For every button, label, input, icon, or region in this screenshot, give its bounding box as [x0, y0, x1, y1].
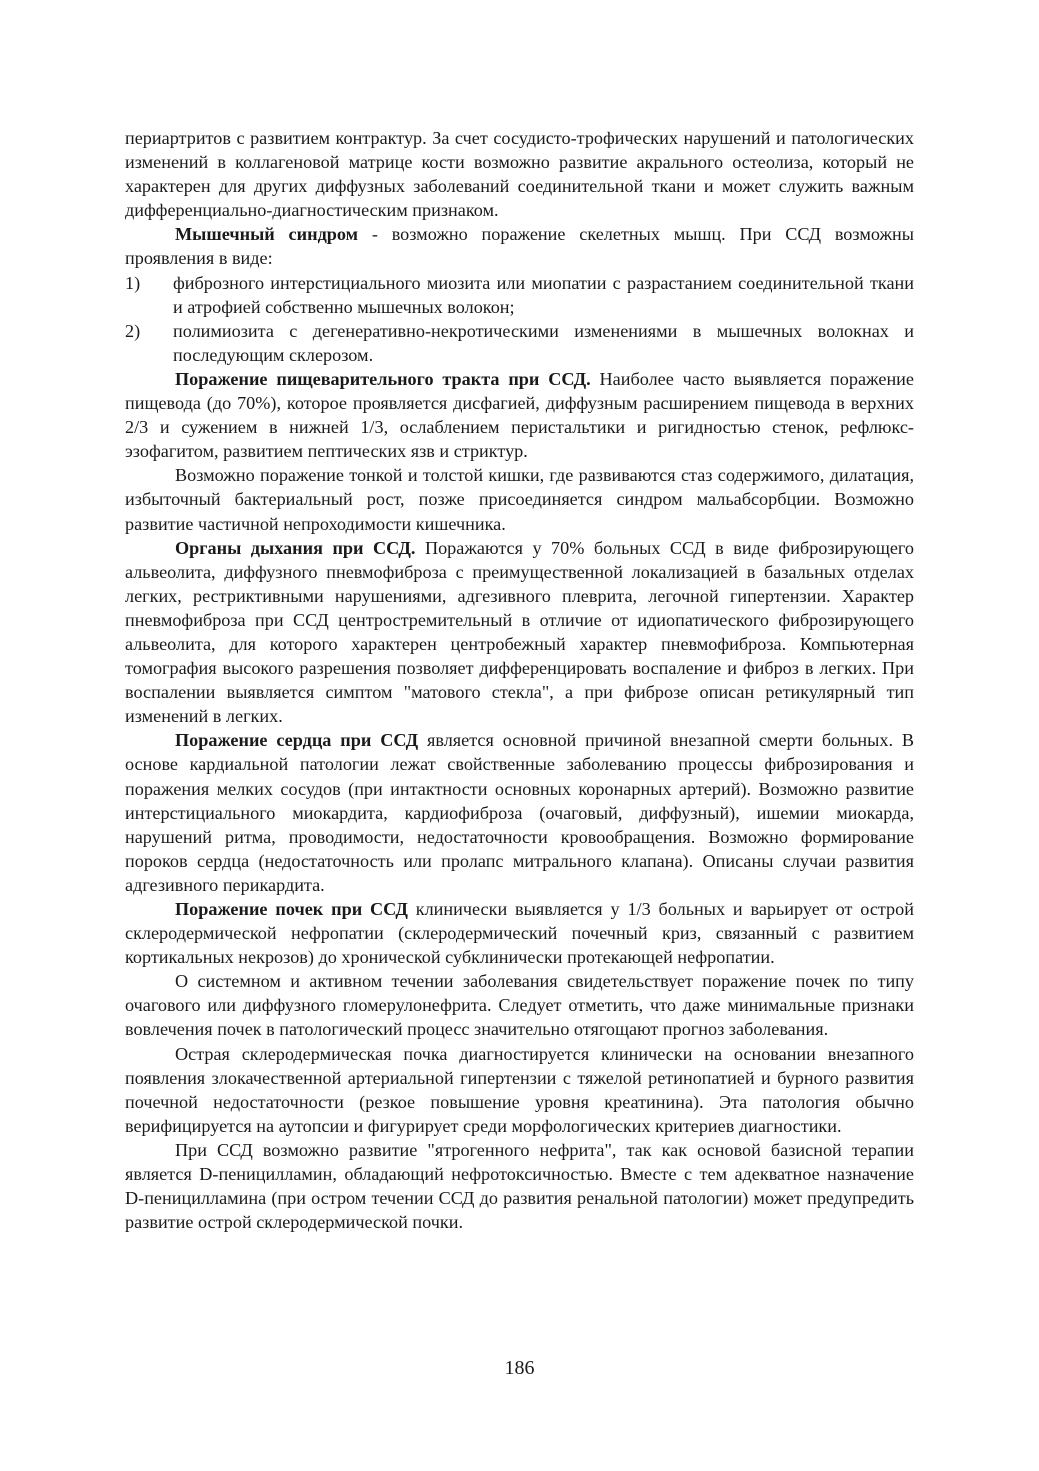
list-number: 2) [125, 320, 141, 341]
paragraph-text: - возможно поражение скелетных мышц. При ССД возможны проявления в виде: [125, 224, 914, 269]
paragraph-muscle-syndrome [125, 222, 914, 270]
paragraph-heading: Поражение почек при ССД [175, 899, 408, 919]
paragraph-respiratory [125, 536, 914, 729]
paragraph-text: периартритов с развитием контрактур. За счет сосудисто-трофических нарушений и патологических изменений в коллагеновой матрице кости возможно развитие акрального остеолиза, который не характерен для других диффузных заболеваний соединительной ткани и может служить важным дифференциально-диагностическим признаком. [125, 128, 914, 221]
paragraph-text: клинически выявляется у 1/3 больных и варьирует от острой склеродермической нефропатии (склеродермический почечный криз, связанный с развитием кортикальных некрозов) до хронической субклинически протекающей нефропатии. [125, 899, 914, 968]
list-text: фиброзного интерстициального миозита или миопатии с разрастанием соединительной ткани и атрофией собственно мышечных волокон; [173, 272, 914, 317]
list-number: 1) [125, 272, 141, 293]
paragraph-heading: Поражение сердца при ССД [175, 730, 419, 751]
paragraph-heart [125, 728, 914, 897]
paragraph-text: Наиболее часто выявляется поражение пищевода (до 70%), которое проявляется дисфагией, диффузным расширением пищевода в верхних 2/3 и сужением в нижней 1/3, ослаблением перистальтики и ригидностью стенок, рефлюкс-эзофагитом, развитием пептических язв и стриктур. [125, 368, 914, 462]
paragraph-text: Возможно поражение тонкой и толстой кишки, где развиваются стаз содержимого, дилатация, избыточный бактериальный рост, позже присоединяется синдром мальабсорбции. Возможно развитие частичной непроходимости кишечника. [125, 465, 914, 534]
paragraph-text: О системном и активном течении заболевания свидетельствует поражение почек по типу очагового или диффузного гломерулонефрита. Следует отметить, что даже минимальные признаки вовлечения почек в патологический процесс значительно отягощают прогноз заболевания. [125, 971, 914, 1040]
paragraph-text: Острая склеродермическая почка диагностируется клинически на основании внезапного появления злокачественной артериальной гипертензии с тяжелой ретинопатией и бурного развития почечной недостаточности (резкое повышение уровня креатинина). Эта патология обычно верифицируется на аутопсии и фигурирует среди морфологических критериев диагностики. [125, 1043, 914, 1136]
paragraph-heading: Мышечный синдром [175, 224, 359, 245]
paragraph-kidneys [125, 897, 914, 969]
list-text: полимиозита с дегенеративно-некротическими изменениями в мышечных волокнах и последующим склерозом. [173, 320, 914, 365]
list-item [125, 271, 914, 319]
list-item [125, 319, 914, 367]
paragraph-heading: Органы дыхания при ССД. [175, 537, 416, 558]
paragraph-acute-kidney [125, 1042, 914, 1138]
paragraph-text: Поражаются у 70% больных ССД в виде фиброзирующего альвеолита, диффузного пневмофиброза с преимущественной локализацией в базальных отделах легких, рестриктивными нарушениями, адгезивного плеврита, легочной гипертензии. Характер пневмофиброза при ССД центростремительный в отличие от идиопатического фиброзирующего альвеолита, для которого характерен центробежный характер пневмофиброза. Компьютерная томография высокого разрешения позволяет дифференцировать воспаление и фиброз в легких. При воспалении выявляется симптом "матового стекла", а при фиброзе описан ретикулярный тип изменений в легких. [125, 537, 915, 727]
paragraph-osteolysis [125, 126, 914, 222]
paragraph-systemic-course [125, 969, 914, 1041]
paragraph-digestive-tract [125, 367, 914, 463]
page-number: 186 [504, 1357, 535, 1379]
paragraph-heading: Поражение пищеварительного тракта при ССД. [175, 368, 591, 389]
paragraph-text: При ССД возможно развитие "ятрогенного нефрита", так как основой базисной терапии является D-пеницилламин, обладающий нефротоксичностью. Вместе с тем адекватное назначение D-пеницилламина (при остром течении ССД до развития ренальной патологии) может предупредить развитие острой склеродермической почки. [125, 1139, 914, 1233]
paragraph-text: является основной причиной внезапной смерти больных. В основе кардиальной патологии лежат свойственные заболеванию процессы фиброзирования и поражения мелких сосудов (при интактности основных коронарных артерий). Возможно развитие интерстициального миокардита, кардиофиброза (очаговый, диффузный), ишемии миокарда, нарушений ритма, проводимости, недостаточности кровообращения. Возможно формирование пороков сердца (недостаточность или пролапс митрального клапана). Описаны случаи развития адгезивного перикардита. [125, 730, 915, 895]
paragraph-iatrogenic-nephritis [125, 1138, 914, 1234]
paragraph-intestine [125, 463, 914, 535]
